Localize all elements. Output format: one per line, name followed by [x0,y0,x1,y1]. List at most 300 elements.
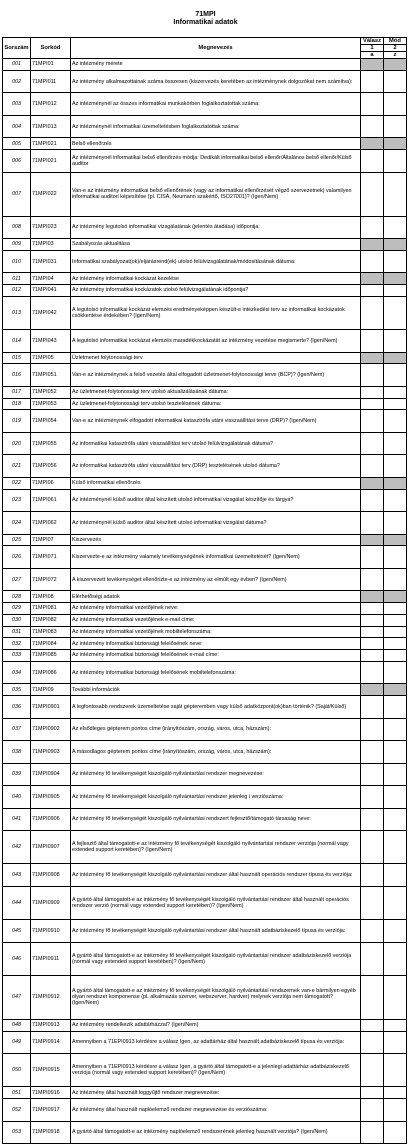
answer-cell-mod[interactable] [384,70,407,93]
row-description: Az intézmény alkalmazottainak száma összesen (kiszervezés keretében az intézménynek dolgozókat nem számítva): [71,70,361,93]
table-row [3,432,407,455]
row-number: 007 [3,172,31,216]
row-code: 71MPI085 [31,650,71,662]
row-description: Az intézmény informatikai kockázat kezelése [71,273,361,285]
row-code: 71MPI03 [31,239,71,251]
answer-cell-mod[interactable] [384,831,407,864]
row-code: 71MPI071 [31,546,71,569]
row-description: Az intézmény informatikai biztonsági felelősének neve: [71,638,361,650]
row-description: A legutolsó informatikai kockázat elemzés maradékkockázatát az intézmény vezetése megismerte? (Igen/Nem) [71,330,361,353]
row-number: 006 [3,150,31,173]
answer-cell-valasz[interactable] [361,1099,384,1122]
column-number-mod: 2 [384,45,407,52]
answer-cell-valasz[interactable] [361,489,384,512]
row-number: 051 [3,1087,31,1099]
answer-cell-mod[interactable] [384,942,407,975]
row-number: 024 [3,512,31,535]
answer-cell-valasz[interactable] [361,1031,384,1054]
row-code: 71MPI0911 [31,942,71,975]
answer-cell-valasz[interactable] [361,638,384,650]
row-description: Az intézmény informatikai vezetőjének neve: [71,603,361,615]
answer-cell-mod[interactable] [384,512,407,535]
table-row [3,70,407,93]
row-description: Amennyiben a 71EPI0913 kérdésre a válasz Igen, az adattárház által használt adatbáziskezelő típusa és verziója: [71,1031,361,1054]
answer-cell-valasz[interactable] [361,786,384,809]
answer-cell-mod[interactable] [384,661,407,684]
column-sub-valasz: a [361,52,384,59]
row-code: 71MPI01 [31,59,71,71]
answer-cell-mod[interactable] [384,455,407,478]
table-row [3,1054,407,1087]
answer-cell-mod[interactable] [384,1087,407,1099]
answer-cell-mod[interactable] [384,1054,407,1087]
answer-cell-mod[interactable] [384,886,407,919]
answer-cell-valasz [361,477,384,489]
row-description: Elérhetőségi adatok [71,591,361,603]
column-header-valasz: Válasz [361,38,384,45]
table-row [3,239,407,251]
row-code: 71MPI04 [31,273,71,285]
row-number: 013 [3,296,31,329]
row-code: 71MPI083 [31,626,71,638]
answer-cell-mod [384,59,407,71]
answer-cell-mod[interactable] [384,1099,407,1122]
row-number: 008 [3,216,31,239]
row-description: Van-e az intézménynek elfogadott informatikai katasztrófa utáni visszaállítási terve (DRP)? (Igen/Nem) [71,410,361,433]
answer-cell-mod[interactable] [384,975,407,1019]
table-row [3,684,407,696]
row-description: További információk [71,684,361,696]
answer-cell-mod[interactable] [384,650,407,662]
row-code: 71MPI06 [31,477,71,489]
answer-cell-valasz[interactable] [361,150,384,173]
row-number: 027 [3,568,31,591]
row-number: 003 [3,93,31,116]
table-row [3,1121,407,1144]
row-code: 71MPI055 [31,432,71,455]
table-row [3,568,407,591]
table-row [3,763,407,786]
table-row [3,216,407,239]
answer-cell-valasz[interactable] [361,296,384,329]
row-number: 021 [3,455,31,478]
answer-cell-mod[interactable] [384,920,407,943]
row-number: 041 [3,808,31,831]
table-row [3,455,407,478]
row-description: A gyártó által támogatott-e az intézmény naplóelemző rendszerének jelenleg használt verziója? (Igen/Nem) [71,1121,361,1144]
form-header [0,11,411,27]
row-description: A gyártó által támogatott-e az intézmény fő tevékenységét kiszolgáló nyilvántartási rendszer adatbáziskezelő verziója (normál vagy extended support keretében)? (Igen/Nem) [71,942,361,975]
answer-cell-mod[interactable] [384,172,407,216]
row-number: 001 [3,59,31,71]
answer-cell-mod[interactable] [384,763,407,786]
row-code: 71MPI082 [31,614,71,626]
row-description: Az intézmény legutolsó informatikai vizsgálatának (jelentés átadása) időpontja: [71,216,361,239]
answer-cell-valasz[interactable] [361,942,384,975]
table-body [3,59,407,1144]
answer-cell-mod [384,684,407,696]
row-description: Az intézmény által használt loggyűjtő rendszer megnevezése: [71,1087,361,1099]
answer-cell-valasz [361,352,384,364]
row-code: 71MPI042 [31,296,71,329]
answer-cell-valasz[interactable] [361,975,384,1019]
table-row [3,886,407,919]
row-description: Van-e az intézmény informatikai belső ellenőrének (vagy az informatikai ellenőrzését végző szervezetnek) valamilyen informatikai auditori képesítése (pl. CISA, Neumann szakértő, ISO27001)? (Igen/Nem) [71,172,361,216]
row-code: 71MPI05 [31,352,71,364]
answer-cell-valasz[interactable] [361,115,384,138]
answer-cell-valasz[interactable] [361,831,384,864]
row-number: 029 [3,603,31,615]
table-row [3,1099,407,1122]
answer-cell-mod[interactable] [384,93,407,116]
row-code: 71MPI0901 [31,696,71,719]
table-row [3,59,407,71]
answer-cell-valasz[interactable] [361,172,384,216]
row-code: 71MPI0917 [31,1099,71,1122]
answer-cell-mod[interactable] [384,489,407,512]
answer-cell-valasz[interactable] [361,763,384,786]
row-number: 004 [3,115,31,138]
table-row [3,386,407,398]
table-row [3,650,407,662]
answer-cell-mod[interactable] [384,398,407,410]
table-row [3,115,407,138]
answer-cell-mod [384,591,407,603]
row-description: Az intézmény fő tevékenységét kiszolgáló nyilvántartási rendszer által használt adatbáziskezelő típusa és verziója: [71,920,361,943]
row-number: 009 [3,239,31,251]
row-number: 014 [3,330,31,353]
answer-cell-valasz[interactable] [361,603,384,615]
row-code: 71MPI011 [31,70,71,93]
row-code: 71MPI081 [31,603,71,615]
row-description: A fejlesztő által támogatott-e az intézmény fő tevékenységét kiszolgáló nyilvántartási rendszer verziója (normál vagy extended support keretében)? (Igen/Nem) [71,831,361,864]
row-number: 033 [3,650,31,662]
answer-cell-mod [384,477,407,489]
answer-cell-mod[interactable] [384,216,407,239]
form-code: 71MPI [195,11,216,18]
row-code: 71MPI072 [31,568,71,591]
table-row [3,172,407,216]
answer-cell-mod[interactable] [384,330,407,353]
answer-cell-valasz[interactable] [361,696,384,719]
answer-cell-valasz[interactable] [361,432,384,455]
answer-cell-mod[interactable] [384,786,407,809]
column-sub-mod: z [384,52,407,59]
table-row [3,364,407,387]
row-number: 030 [3,614,31,626]
table-row [3,296,407,329]
table-row [3,93,407,116]
data-table [2,37,407,1144]
table-row [3,661,407,684]
row-description: Az intézmény fő tevékenységét kiszolgáló nyilvántartási rendszer megnevezése: [71,763,361,786]
answer-cell-mod[interactable] [384,696,407,719]
answer-cell-valasz[interactable] [361,650,384,662]
answer-cell-mod[interactable] [384,603,407,615]
row-number: 042 [3,831,31,864]
table-row [3,591,407,603]
answer-cell-valasz[interactable] [361,864,384,887]
row-number: 048 [3,1019,31,1031]
answer-cell-valasz[interactable] [361,250,384,273]
table-row [3,477,407,489]
table-row [3,398,407,410]
row-number: 035 [3,684,31,696]
answer-cell-valasz[interactable] [361,546,384,569]
answer-cell-valasz[interactable] [361,741,384,764]
answer-cell-valasz [361,534,384,546]
answer-cell-valasz[interactable] [361,1121,384,1144]
row-code: 71MPI07 [31,534,71,546]
table-row [3,150,407,173]
answer-cell-mod[interactable] [384,150,407,173]
answer-cell-mod[interactable] [384,638,407,650]
answer-cell-valasz[interactable] [361,364,384,387]
row-code: 71MPI041 [31,285,71,297]
row-code: 71MPI012 [31,93,71,116]
row-number: 019 [3,410,31,433]
answer-cell-mod[interactable] [384,546,407,569]
answer-cell-mod[interactable] [384,432,407,455]
answer-cell-mod[interactable] [384,364,407,387]
row-code: 71MPI056 [31,455,71,478]
row-code: 71MPI052 [31,386,71,398]
row-number: 015 [3,352,31,364]
table-row [3,975,407,1019]
table-row [3,1019,407,1031]
answer-cell-valasz[interactable] [361,886,384,919]
answer-cell-valasz[interactable] [361,718,384,741]
row-description: A legfontosabb rendszerek üzemeltetése saját gépteremben vagy külső adatközpont(ok)ban történik? (Saját/Külső) [71,696,361,719]
row-description: Az informatikai katasztrófa utáni visszaállítási terv utolsó felülvizsgálatának dátuma? [71,432,361,455]
row-description: Az intézménynél informatikai üzemeltetésben foglalkoztatottak száma: [71,115,361,138]
row-code: 71MPI0905 [31,786,71,809]
table-row [3,489,407,512]
answer-cell-valasz[interactable] [361,1054,384,1087]
table-row [3,250,407,273]
column-number-valasz: 1 [361,45,384,52]
row-number: 016 [3,364,31,387]
row-number: 022 [3,477,31,489]
column-header-sorkod: Sorkód [31,38,71,59]
row-code: 71MPI053 [31,398,71,410]
row-description: Az intézmény informatikai biztonsági felelősének e-mail címe: [71,650,361,662]
table-row [3,138,407,150]
answer-cell-mod[interactable] [384,250,407,273]
row-code: 71MPI051 [31,364,71,387]
answer-cell-valasz[interactable] [361,386,384,398]
answer-cell-mod[interactable] [384,115,407,138]
row-number: 020 [3,432,31,455]
row-number: 047 [3,975,31,1019]
row-description: A másodlagos gépterem pontos címe (irányítószám, ország, város, utca, házszám): [71,741,361,764]
row-description: Az intézmény informatikai vezetőjének mobiltelefonszáma: [71,626,361,638]
answer-cell-valasz [361,59,384,71]
table-row [3,614,407,626]
row-number: 036 [3,696,31,719]
answer-cell-mod[interactable] [384,1019,407,1031]
table-row [3,638,407,650]
answer-cell-valasz[interactable] [361,920,384,943]
answer-cell-valasz[interactable] [361,398,384,410]
row-description: Az intézmény informatikai vezetőjének e-mail címe: [71,614,361,626]
row-code: 71MPI0914 [31,1031,71,1054]
answer-cell-mod[interactable] [384,741,407,764]
table-row [3,546,407,569]
row-code: 71MPI0904 [31,763,71,786]
row-code: 71MPI021 [31,138,71,150]
answer-cell-mod[interactable] [384,568,407,591]
row-code: 71MPI0913 [31,1019,71,1031]
answer-cell-mod[interactable] [384,626,407,638]
row-number: 044 [3,886,31,919]
row-description: Az intézménynél külső auditor által készített utolsó informatikai vizsgálat készítője és tárgya? [71,489,361,512]
row-description: Belső ellenőrzés [71,138,361,150]
row-number: 026 [3,546,31,569]
answer-cell-valasz[interactable] [361,93,384,116]
answer-cell-mod[interactable] [384,614,407,626]
row-number: 031 [3,626,31,638]
row-description: Az intézménynél külső auditor által készített utolsó informatikai vizsgálat dátuma? [71,512,361,535]
row-number: 012 [3,285,31,297]
row-number: 040 [3,786,31,809]
answer-cell-valasz[interactable] [361,216,384,239]
answer-cell-mod[interactable] [384,718,407,741]
answer-cell-valasz[interactable] [361,1019,384,1031]
row-code: 71MPI0909 [31,886,71,919]
row-description: Az intézmény fő tevékenységét kiszolgáló nyilvántartási rendszer által használt operációs rendszer típusa és verziója: [71,864,361,887]
row-number: 038 [3,741,31,764]
answer-cell-valasz [361,684,384,696]
answer-cell-valasz[interactable] [361,568,384,591]
table-row [3,696,407,719]
row-code: 71MPI0908 [31,864,71,887]
table-row [3,864,407,887]
answer-cell-valasz[interactable] [361,70,384,93]
row-description: Az intézmény mérete [71,59,361,71]
table-row [3,786,407,809]
row-description: A kiszervezett tevékenységet ellenőrizte-e az intézmény az elmúlt egy évben? (Igen/Nem) [71,568,361,591]
row-number: 049 [3,1031,31,1054]
answer-cell-valasz[interactable] [361,410,384,433]
column-header-mod: Mód [384,38,407,45]
row-number: 039 [3,763,31,786]
answer-cell-valasz[interactable] [361,626,384,638]
row-code: 71MPI013 [31,115,71,138]
row-description: Az üzletmenet-folytonossági terv utolsó aktualizálásának dátuma: [71,386,361,398]
row-number: 010 [3,250,31,273]
row-description: A legutolsó informatikai kockázat elemzés eredményeképpen készült-e intézkedési terv az informatikai kockázatok csökkentése érdekében? (Igen/Nem) [71,296,361,329]
table-row [3,808,407,831]
row-code: 71MPI0902 [31,718,71,741]
table-row [3,1087,407,1099]
row-number: 023 [3,489,31,512]
answer-cell-mod[interactable] [384,1031,407,1054]
row-number: 043 [3,864,31,887]
row-description: Az intézmény által használt naplóelemző rendszer megnevezése és verziószáma: [71,1099,361,1122]
table-row [3,273,407,285]
table-row [3,741,407,764]
answer-cell-mod[interactable] [384,386,407,398]
answer-cell-mod[interactable] [384,285,407,297]
row-description: Az intézmény fő tevékenységét kiszolgáló nyilvántartási rendszert fejlesztő/támogató társaság neve: [71,808,361,831]
row-code: 71MPI0918 [31,1121,71,1144]
answer-cell-valasz[interactable] [361,1087,384,1099]
row-number: 037 [3,718,31,741]
row-code: 71MPI062 [31,512,71,535]
row-description: Informatikai szabályozat(ok)/eljárásrend(ek) utolsó felülvizsgálatának/módosításának dátuma: [71,250,361,273]
row-description: Az intézménynél az összes informatikai munkakörben foglalkoztatottak száma: [71,93,361,116]
row-code: 71MPI084 [31,638,71,650]
answer-cell-mod[interactable] [384,410,407,433]
row-description: A gyártó által támogatott-e az intézmény fő tevékenységét kiszolgáló nyilvántartási rendszer által használt operációs rendszer verzió (normál vagy extended support keretében)? (Igen/Nem) [71,886,361,919]
answer-cell-valasz [361,273,384,285]
row-code: 71MPI031 [31,250,71,273]
answer-cell-valasz[interactable] [361,455,384,478]
row-number: 002 [3,70,31,93]
answer-cell-valasz[interactable] [361,614,384,626]
row-code: 71MPI0907 [31,831,71,864]
answer-cell-valasz[interactable] [361,808,384,831]
answer-cell-mod [384,138,407,150]
row-code: 71MPI0910 [31,920,71,943]
answer-cell-valasz[interactable] [361,661,384,684]
table-row [3,920,407,943]
row-number: 018 [3,398,31,410]
answer-cell-valasz[interactable] [361,285,384,297]
answer-cell-mod [384,273,407,285]
row-description: Az üzletmenet-folytonossági terv utolsó tesztelésének dátuma: [71,398,361,410]
row-code: 71MPI0915 [31,1054,71,1087]
answer-cell-valasz [361,138,384,150]
row-code: 71MPI054 [31,410,71,433]
row-number: 017 [3,386,31,398]
row-description: Kiszervezés [71,534,361,546]
answer-cell-valasz [361,591,384,603]
table-row [3,1031,407,1054]
answer-cell-mod[interactable] [384,296,407,329]
row-description: Kiszervezte-e az intézmény valamely tevékenységének informatikai üzemeltetését? (Igen/Nem) [71,546,361,569]
row-number: 028 [3,591,31,603]
row-description: Az elsődleges gépterem pontos címe (irányítószám, ország, város, utca, házszám): [71,718,361,741]
row-description: A gyártó által támogatott-e az intézmény fő tevékenységét kiszolgáló nyilvántartási rendszernek van-e bármilyen egyéb olyan rendszer komponense (pl. alkalmazás szerver, webszerver, hardver) melynek verziója nem támogatott? (Igen/Nem) [71,975,361,1019]
answer-cell-mod [384,239,407,251]
row-number: 025 [3,534,31,546]
row-code: 71MPI09 [31,684,71,696]
answer-cell-mod[interactable] [384,808,407,831]
row-number: 046 [3,942,31,975]
answer-cell-valasz[interactable] [361,512,384,535]
table-row [3,603,407,615]
answer-cell-mod [384,534,407,546]
answer-cell-mod[interactable] [384,1121,407,1144]
row-code: 71MPI043 [31,330,71,353]
row-code: 71MPI08 [31,591,71,603]
row-code: 71MPI061 [31,489,71,512]
answer-cell-mod [384,352,407,364]
table-row [3,352,407,364]
row-description: Külső informatikai ellenőrzés [71,477,361,489]
table-row [3,626,407,638]
row-description: Az intézmény rendelkezik adattárházzal? (Igen/Nem) [71,1019,361,1031]
table-row [3,285,407,297]
answer-cell-valasz[interactable] [361,330,384,353]
answer-cell-valasz [361,239,384,251]
table-row [3,534,407,546]
column-header-megnevezes: Megnevezés [71,38,361,59]
answer-cell-mod[interactable] [384,864,407,887]
row-code: 71MPI022 [31,172,71,216]
